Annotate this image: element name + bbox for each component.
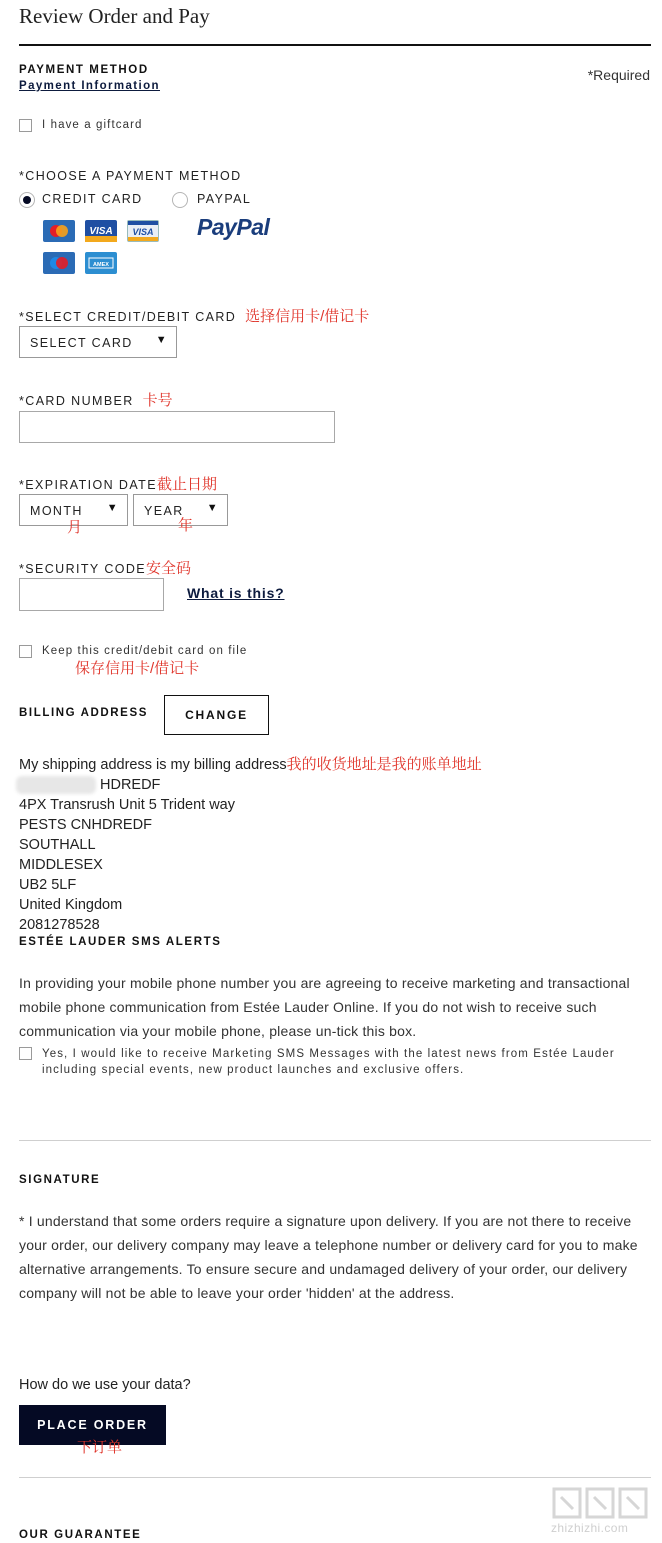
select-card-label [19,305,369,326]
card-number-label [19,389,173,410]
year-cn-note: 年 [178,517,194,534]
redacted-name [16,776,96,794]
signature-paragraph: * I understand that some orders require a signature upon delivery. If you are not there to receive your order, our delivery company may leave a telephone number or delivery card for you to make alternative arrangements. To ensure secure and undamaged delivery of your order, our delivery company will not be able to leave your order 'hidden' at the address. [19,1213,638,1301]
visa-electron-icon [127,220,159,242]
card-number-label-text: *CARD NUMBER [19,394,134,408]
credit-card-radio[interactable] [19,192,35,208]
expiration-label-text: *EXPIRATION DATE [19,478,157,492]
data-use-link[interactable]: How do we use your data? [19,1377,191,1393]
security-code-input[interactable] [19,578,164,611]
paypal-logo-text: PayPal [197,214,270,240]
keep-card-cn-note: 保存信用卡/借记卡 [75,660,200,677]
chevron-down-icon: ▼ [155,334,168,346]
security-code-label [19,557,191,578]
place-order-cn-note: 下订单 [77,1439,123,1456]
same-address-cn-note: 我的收货地址是我的账单地址 [286,756,482,773]
address-line: MIDDLESEX [19,857,103,873]
paypal-option-label: PAYPAL [197,192,252,206]
payment-method-heading: PAYMENT METHOD [19,64,149,76]
same-address-text [19,755,482,775]
guarantee-heading: OUR GUARANTEE [19,1529,142,1541]
address-line: United Kingdom [19,897,123,913]
card-number-input[interactable] [19,411,335,443]
chevron-down-icon: ▼ [206,502,219,514]
svg-text:VISA: VISA [89,226,113,237]
giftcard-checkbox[interactable] [19,119,32,132]
address-line: UB2 5LF [19,877,77,893]
keep-card-label: Keep this credit/debit card on file [42,645,248,657]
change-address-button[interactable]: CHANGE [164,695,269,735]
select-card-dropdown[interactable] [19,326,177,358]
sms-alerts-heading: ESTÉE LAUDER SMS ALERTS [19,936,222,948]
required-note: *Required [587,67,650,83]
paypal-logo [197,214,269,241]
expiration-cn-note: 截止日期 [156,476,217,493]
sms-opt-in-checkbox[interactable] [19,1047,32,1060]
giftcard-label: I have a giftcard [42,119,143,131]
same-address-label: My shipping address is my billing address [19,757,287,773]
keep-card-checkbox[interactable] [19,645,32,658]
select-card-label-text: *SELECT CREDIT/DEBIT CARD [19,310,237,324]
security-code-cn-note: 安全码 [146,560,192,577]
year-value: YEAR [144,504,184,518]
signature-heading: SIGNATURE [19,1174,101,1186]
select-card-value: SELECT CARD [30,336,133,350]
svg-text:VISA: VISA [132,227,154,237]
address-line: PESTS CNHDREDF [19,817,152,833]
month-value: MONTH [30,504,83,518]
address-line: SOUTHALL [19,837,96,853]
address-line: 2081278528 [19,917,100,933]
chevron-down-icon: ▼ [106,502,119,514]
billing-address-heading: BILLING ADDRESS [19,707,148,719]
watermark-logo-icon [550,1485,650,1521]
security-code-label-text: *SECURITY CODE [19,562,147,576]
credit-card-option-label: CREDIT CARD [42,192,143,206]
select-card-cn-note: 选择信用卡/借记卡 [245,308,370,325]
expiration-label [19,473,217,494]
payment-information-link[interactable]: Payment Information [19,80,160,92]
month-cn-note: 月 [67,519,83,536]
address-line: HDREDF [100,777,161,793]
place-order-button[interactable]: PLACE ORDER [19,1405,166,1445]
section-divider [19,1140,651,1141]
american-express-icon [85,252,117,274]
sms-paragraph: In providing your mobile phone number you are agreeing to receive marketing and transactional mobile phone communication from Estée Lauder Online. If you do not wish to receive such communication via your mobile phone, please un-tick this box. [19,975,630,1039]
header-divider [19,44,651,46]
watermark-text: zhizhizhi.com [551,1521,629,1535]
what-is-this-link[interactable]: What is this? [187,585,285,601]
section-divider [19,1477,651,1478]
svg-text:AMEX: AMEX [93,262,109,268]
paypal-radio[interactable] [172,192,188,208]
card-number-cn-note: 卡号 [142,392,173,409]
visa-icon [85,220,117,242]
address-line: 4PX Transrush Unit 5 Trident way [19,797,235,813]
page-title: Review Order and Pay [19,4,210,28]
maestro-icon [43,252,75,274]
sms-opt-in-label: Yes, I would like to receive Marketing SMS Messages with the latest news from Estée Lauder including special events, new product launches and exclusive offers. [42,1048,615,1076]
mastercard-icon [43,220,75,242]
choose-payment-label: *CHOOSE A PAYMENT METHOD [19,169,242,183]
